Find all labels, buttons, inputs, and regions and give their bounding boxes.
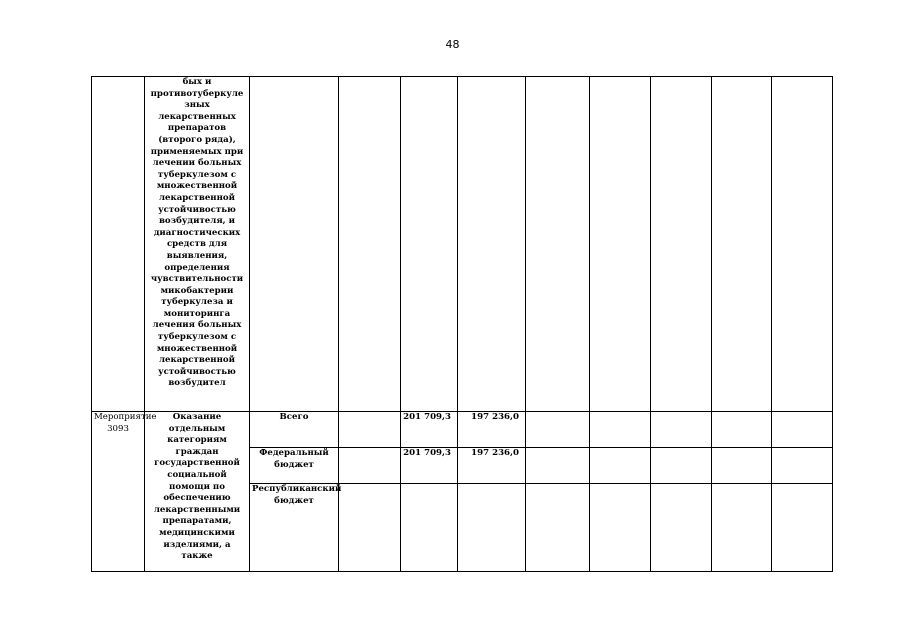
cell-empty xyxy=(458,77,526,412)
page-number: 48 xyxy=(445,38,460,51)
cell-description-continuation: бых и противотуберкуле зных лекарственных препаратов (второго ряда), применяемых при лечении больных туберкулезом с множественной лекарственной устойчивостью возбудителя, и диагностических средств для выявления, определения чувствительности микобактерии туберкулеза и мониторинга лечения больных туберкулезом с множественной лекарственной устойчивостью возбудител xyxy=(145,77,250,412)
cell-empty xyxy=(712,77,772,412)
cell-value-1: 201 709,3 xyxy=(401,448,458,484)
cell-empty xyxy=(339,484,401,572)
cell-empty xyxy=(339,448,401,484)
table-row-continuation xyxy=(92,77,833,412)
cell-empty xyxy=(651,448,712,484)
cell-value-1 xyxy=(401,484,458,572)
cell-empty xyxy=(651,77,712,412)
cell-empty xyxy=(590,412,651,448)
cell-empty xyxy=(526,448,590,484)
cell-code-empty xyxy=(92,77,145,412)
cell-empty xyxy=(339,77,401,412)
cell-source: Республиканский бюджет xyxy=(250,484,339,572)
cell-empty xyxy=(339,412,401,448)
cell-empty xyxy=(712,412,772,448)
table-row-total xyxy=(92,412,833,448)
cell-empty xyxy=(712,484,772,572)
cell-value-1: 201 709,3 xyxy=(401,412,458,448)
cell-empty xyxy=(526,484,590,572)
cell-empty xyxy=(772,484,833,572)
cell-empty xyxy=(772,448,833,484)
budget-table xyxy=(91,76,833,572)
cell-empty xyxy=(712,448,772,484)
cell-source: Федеральный бюджет xyxy=(250,448,339,484)
cell-empty xyxy=(651,484,712,572)
cell-empty xyxy=(526,412,590,448)
cell-value-2 xyxy=(458,484,526,572)
cell-empty xyxy=(772,77,833,412)
cell-empty xyxy=(590,77,651,412)
cell-value-2: 197 236,0 xyxy=(458,448,526,484)
cell-value-2: 197 236,0 xyxy=(458,412,526,448)
cell-empty xyxy=(590,448,651,484)
cell-empty xyxy=(590,484,651,572)
cell-empty xyxy=(250,77,339,412)
cell-empty xyxy=(526,77,590,412)
cell-activity-description: Оказание отдельным категориям граждан государственной социальной помощи по обеспечению лекарственными препаратами, медицинскими изделиями, а также xyxy=(145,412,250,572)
cell-empty xyxy=(772,412,833,448)
cell-empty xyxy=(401,77,458,412)
cell-activity-code: Мероприятие 3093 xyxy=(92,412,145,572)
cell-empty xyxy=(651,412,712,448)
cell-source: Всего xyxy=(250,412,339,448)
